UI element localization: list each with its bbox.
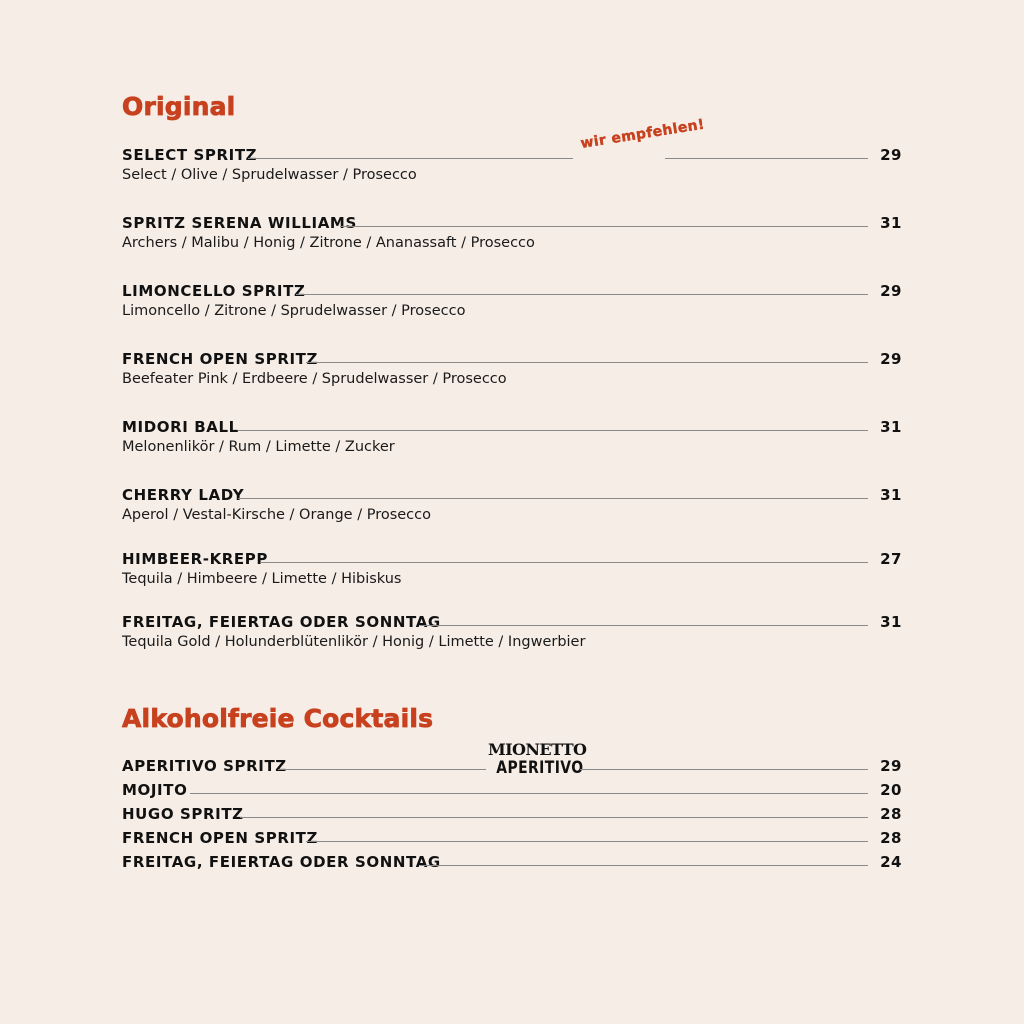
section-title-alkoholfrei: Alkoholfreie Cocktails [122,704,434,733]
item-price: 24 [880,853,902,871]
section-title-original: Original [122,92,236,121]
leader-line [340,226,868,227]
item-price: 29 [880,757,902,775]
brand-logo-line1: MIONETTO [488,740,587,759]
menu-item [122,804,902,824]
leader-line [306,362,868,363]
leader-line [260,562,868,563]
item-price: 27 [880,550,902,568]
item-price: 31 [880,613,902,631]
item-description: Beefeater Pink / Erdbeere / Sprudelwasser / Prosecco [122,371,507,387]
leader-line [420,865,868,866]
leader-line [240,817,868,818]
leader-line [306,841,868,842]
item-price: 31 [880,418,902,436]
item-description: Aperol / Vestal-Kirsche / Orange / Prosecco [122,507,432,523]
leader-line [238,430,868,431]
item-name: FRENCH OPEN SPRITZ [122,829,318,847]
item-name: HIMBEER-KREPP [122,550,268,568]
item-price: 31 [880,486,902,504]
menu-item [122,612,902,652]
item-name: SELECT SPRITZ [122,146,258,164]
item-price: 29 [880,350,902,368]
menu-item [122,828,902,848]
menu-item [122,417,902,457]
menu-item [122,852,902,872]
item-description: Tequila / Himbeere / Limette / Hibiskus [122,571,402,587]
menu-item [122,780,902,800]
item-name: MOJITO [122,781,188,799]
item-description: Select / Olive / Sprudelwasser / Prosecco [122,167,417,183]
brand-logo-line2: APERITIVO [496,758,584,778]
item-name: MIDORI BALL [122,418,239,436]
leader-line [296,294,868,295]
item-description: Archers / Malibu / Honig / Zitrone / Ananassaft / Prosecco [122,235,535,251]
menu-item [122,756,902,776]
leader-line [665,158,868,159]
item-description: Limoncello / Zitrone / Sprudelwasser / Prosecco [122,303,466,319]
menu-item [122,549,902,589]
leader-line [238,498,868,499]
item-price: 28 [880,805,902,823]
item-name: SPRITZ SERENA WILLIAMS [122,214,357,232]
recommend-badge: wir empfehlen! [579,116,706,152]
item-name: LIMONCELLO SPRITZ [122,282,306,300]
leader-line [580,769,868,770]
item-name: FRENCH OPEN SPRITZ [122,350,318,368]
leader-line [248,158,573,159]
item-price: 20 [880,781,902,799]
leader-line [278,769,486,770]
menu-item [122,213,902,253]
menu-item [122,281,902,321]
item-price: 29 [880,146,902,164]
item-name: APERITIVO SPRITZ [122,757,287,775]
item-name: HUGO SPRITZ [122,805,244,823]
item-name: FREITAG, FEIERTAG ODER SONNTAG [122,853,441,871]
item-name: CHERRY LADY [122,486,245,504]
menu-item [122,349,902,389]
menu-item [122,145,902,185]
item-price: 31 [880,214,902,232]
item-price: 28 [880,829,902,847]
item-description: Tequila Gold / Holunderblütenlikör / Honig / Limette / Ingwerbier [122,634,586,650]
menu-item [122,485,902,525]
item-name: FREITAG, FEIERTAG ODER SONNTAG [122,613,441,631]
leader-line [190,793,868,794]
leader-line [420,625,868,626]
item-price: 29 [880,282,902,300]
item-description: Melonenlikör / Rum / Limette / Zucker [122,439,395,455]
